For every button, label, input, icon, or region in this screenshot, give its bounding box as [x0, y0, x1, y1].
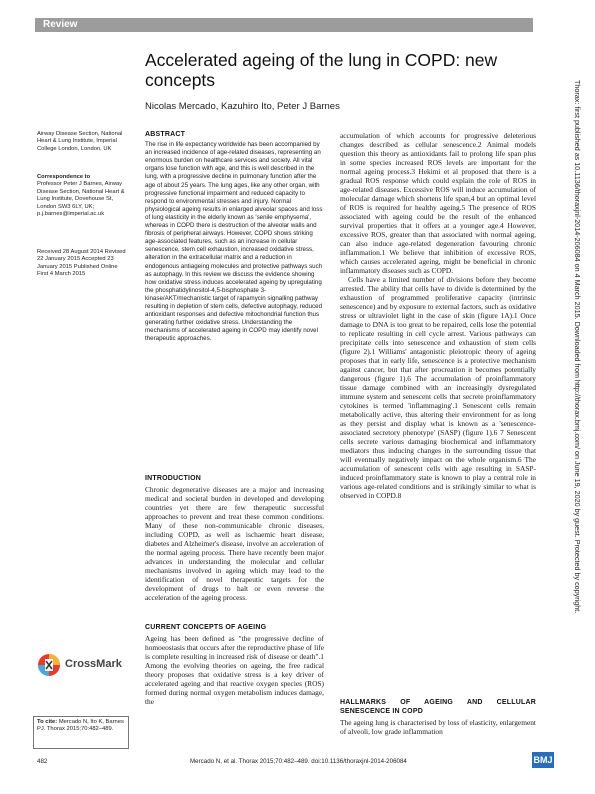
vertical-note	[570, 80, 582, 710]
footer-citation: Mercado N, et al. Thorax 2015;70:482–489. doi:10.1136/thoraxjnl-2014-206084	[190, 758, 407, 765]
article-title: Accelerated ageing of the lung in COPD: new concepts	[145, 50, 498, 90]
vertical-note-text: Thorax: first published as 10.1136/thoraxjnl-2014-206084 on 4 March 2015. Downloaded from http://thorax.bmj.com/ on June 19, 2020 by guest. Protected by copyright.	[573, 80, 582, 614]
correspondence-text: Professor Peter J Barnes, Airway Disease Section, National Heart & Lung Institute, Dovehouse St, London SW3 6LY, UK; p.j.barnes@imperial.ac.uk	[37, 181, 125, 218]
hallmarks-text: The ageing lung is characterised by loss of elasticity, enlargement of alveoli, low grade inflammation	[340, 718, 536, 736]
concepts-heading: CURRENT CONCEPTS OF AGEING	[145, 624, 267, 631]
section-tab	[35, 18, 533, 32]
right-column	[340, 131, 536, 500]
article-dates: Received 28 August 2014 Revised 22 January 2015 Accepted 23 January 2015 Published Online First 4 March 2015	[37, 249, 126, 278]
right-paragraph-1: accumulation of which accounts for progressive deleterious changes described as cellular senescence.2 Animal models question this theory as antioxidants fail to prolong life span plus in some species increased ROS levels are important for the normal ageing process.3 Hekimi et al proposed that there is a gradual ROS response which could explain the role of ROS in age-related diseases. Excessive ROS will induce accumulation of molecular damage which shortens life span,4 but an optimal level of ROS is required for healthy ageing.5 The presence of ROS associated with ageing could be the result of the enhanced survival properties that it offers at a younger age.4 However, excessive ROS, greater than that associated with normal ageing, can also induce age-related degeneration favouring chronic inflammation.1 We believe that inhibition of excessive ROS, which causes accelerated ageing, might be beneficial in chronic inflammatory diseases such as COPD.	[340, 131, 536, 275]
abstract-heading: ABSTRACT	[145, 131, 186, 138]
cite-text: Mercado N, Ito K, Barnes PJ. Thorax 2015;70:482–489.	[37, 719, 124, 733]
hallmarks-heading: HALLMARKS OF AGEING AND CELLULAR SENESCENCE IN COPD	[340, 699, 536, 715]
bmj-logo: BMJ	[532, 752, 554, 768]
affiliation: Airway Disease Section, National Heart & Lung Institute, Imperial College London, London, UK	[37, 131, 123, 152]
cite-label: To cite:	[37, 719, 58, 725]
abstract	[145, 131, 324, 343]
concepts-section	[145, 623, 324, 706]
page-number: 482	[37, 758, 48, 765]
abstract-text: The rise in life expectancy worldwide has been accompanied by an increased incidence of age-related diseases, representing an enormous burden on healthcare services and society. All vital organs lose function with age, and this is well described in the lung, with a progressive decline in pulmonary function after the age of about 25 years. The lung ages, like any other organ, with progressive functional impairment and reduced capacity to respond to environmental stresses and injury. Normal physiological ageing results in enlarged alveolar spaces and loss of lung elasticity in the elderly known as 'senile emphysema', whereas in COPD there is destruction of the alveolar walls and fibrosis of peripheral airways. However, COPD shows striking age-associated features, such as an increase in cellular senescence, stem cell exhaustion, increased oxidative stress, alteration in the extracellular matrix and a reduction in endogenous antiageing molecules and protective pathways such as autophagy. In this review we discuss the evidence showing how oxidative stress induces accelerated ageing by upregulating the phosphatidylinositol-4,5-bisphosphate 3-kinase/AKT/mechanistic target of rapamycin signalling pathway resulting in depletion of stem cells, defective autophagy, reduced antioxidant responses and defective mitochondrial function thus generating further oxidative stress. Understanding the mechanisms of accelerated ageing in COPD may identify novel therapeutic approaches.	[145, 141, 323, 343]
concepts-text: Ageing has been defined as "the progressive decline of homoeostasis that occurs after the reproductive phase of life is complete resulting in increased risk of disease or death".1 Among the evolving theories on ageing, the free radical theory proposes that oxidative stress is a key driver of accelerated ageing and that reactive oxygen species (ROS) formed during normal oxygen metabolism induces damage, the	[145, 634, 324, 706]
crossmark-logo[interactable]	[37, 650, 127, 680]
section-label: Review	[43, 19, 78, 30]
right-paragraph-2: Cells have a limited number of divisions before they become arrested. The ability that cells have to divide is determined by the exhaustion of programmed proliferative capacity (intrinsic senescence) and by exposure to external factors, such as oxidative stress or ultraviolet light in the case of skin (figure 1A).1 Once damage to DNA is too great to be repaired, cells lose the potential to replicate resulting in cell cycle arrest. Various pathways can precipitate cells into senescence and exhaustion of stem cells (figure 2).1 Williams' antagonistic pleiotropic theory of ageing proposes that in early life, senescence is a protective mechanism against cancer, but that after procreation it becomes potentially dangerous (figure 1).6 The accumulation of proinflammatory tissue damage combined with an increasingly dysregulated immune system and senescent cells that secrete proinflammatory cytokines is termed 'inflammaging'.1 Senescent cells remain metabolically active, thus altering their environment for as long as they persist and display what is known as a 'senescence-associated secretory phenotype' (SASP) (figure 1).6 7 Senescent cells secrete various damaging biochemical and inflammatory mediators thus inducing changes in the surrounding tissue that will eventually negatively impact on the whole organism.6 The accumulation of senescent cells with age resulting in SASP-induced proinflammatory state is known to play a central role in various age-related conditions and is strikingly similar to what is observed in COPD.8	[340, 275, 536, 500]
correspondence-heading: Correspondence to	[37, 174, 91, 180]
header-banner	[0, 0, 595, 40]
intro-text: Chronic degenerative diseases are a major and increasing medical and societal burden in developed and developing countries yet there are few therapeutic successful approaches to prevent and treat these common conditions. Many of these non-communicable chronic diseases, including COPD, as well as ischaemic heart disease, diabetes and Alzheimer's disease, involve an acceleration of the normal ageing process. There have recently been major advances in understanding the molecular and cellular mechanisms involved in ageing which may lead to the identification of novel therapeutic targets for the development of drugs to halt or even reverse the acceleration of the ageing process.	[145, 485, 324, 602]
article-authors: Nicolas Mercado, Kazuhiro Ito, Peter J Barnes	[145, 101, 340, 112]
crossmark-text: CrossMark	[65, 658, 122, 670]
hallmarks-section	[340, 698, 536, 736]
cite-box	[33, 716, 129, 749]
intro-heading: INTRODUCTION	[145, 475, 202, 482]
correspondence	[37, 174, 127, 218]
intro-section	[145, 474, 324, 602]
